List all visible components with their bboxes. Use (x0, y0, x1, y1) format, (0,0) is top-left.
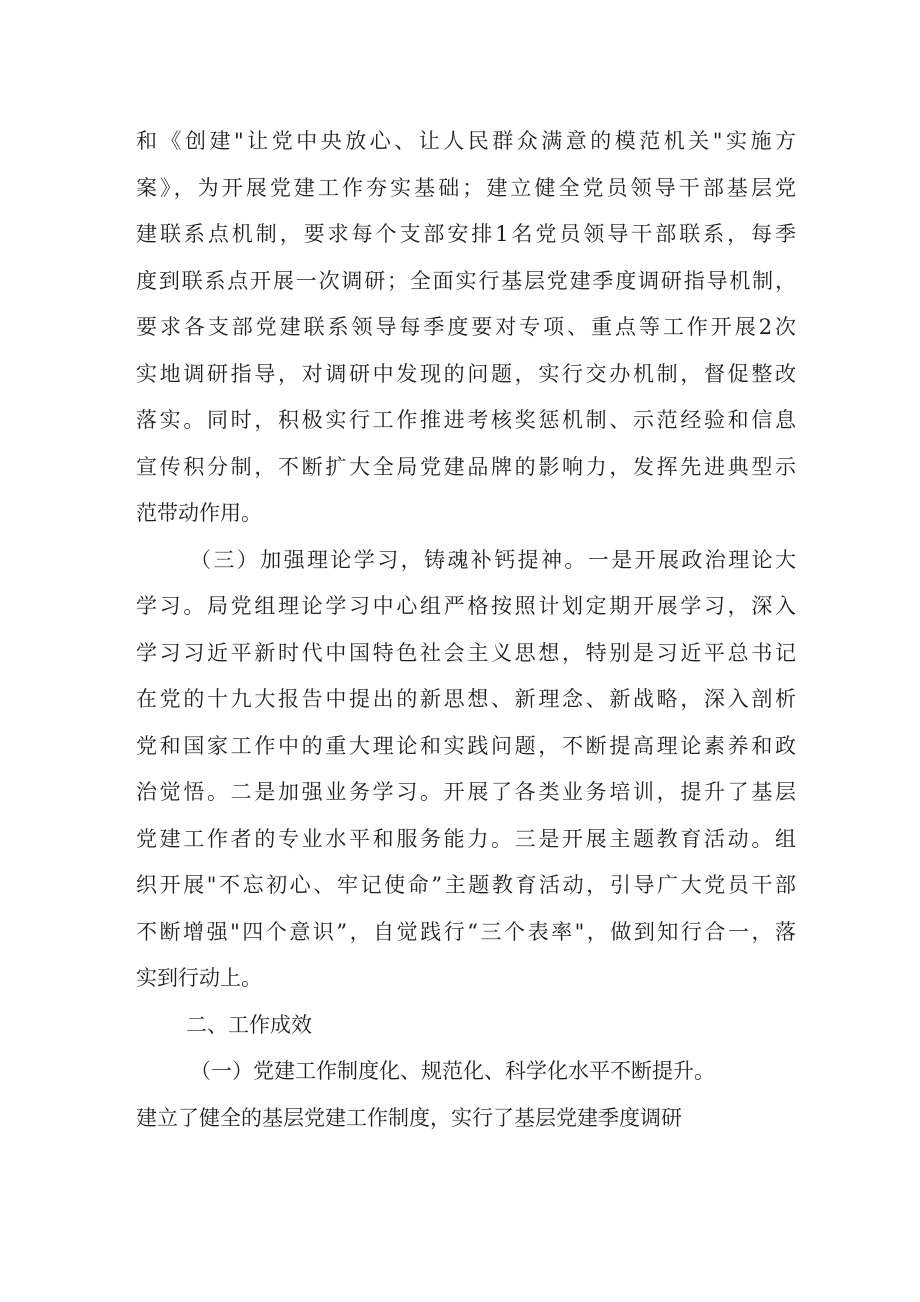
paragraph-line: 不断增强"四个意识”，自觉践行“三个表率"，做到知行合一，落 (136, 919, 796, 944)
paragraph-line: 案》，为开展党建工作夯实基础；建立健全党员领导干部基层党 (136, 175, 796, 200)
paragraph-line: 党和国家工作中的重大理论和实践问题，不断提高理论素养和政 (136, 733, 796, 758)
section-heading: 二、工作成效 (186, 1012, 312, 1037)
paragraph-line: 实到行动上。 (136, 966, 262, 990)
paragraph-line: 织开展"不忘初心、牢记使命”主题教育活动，引导广大党员干部 (136, 873, 796, 897)
paragraph-line: 治觉悟。二是加强业务学习。开展了各类业务培训，提升了基层 (136, 780, 796, 804)
paragraph-line: 范带动作用。 (136, 501, 262, 525)
paragraph-line: （三）加强理论学习，铸魂补钙提神。一是开展政治理论大 (190, 547, 796, 572)
paragraph-line: 建立了健全的基层党建工作制度，实行了基层党建季度调研 (136, 1105, 682, 1130)
paragraph-line: 和《创建"让党中央放心、让人民群众满意的模范机关"实施方 (136, 129, 796, 153)
paragraph-line: 要求各支部党建联系领导每季度要对专项、重点等工作开展2次 (136, 315, 796, 339)
document-body (136, 118, 796, 1141)
paragraph-line: 学习。局党组理论学习中心组严格按照计划定期开展学习，深入 (136, 594, 796, 618)
paragraph-line: 党建工作者的专业水平和服务能力。三是开展主题教育活动。组 (136, 826, 796, 851)
paragraph-line: 学习习近平新时代中国特色社会主义思想，特别是习近平总书记 (136, 640, 796, 665)
paragraph-line: 实地调研指导，对调研中发现的问题，实行交办机制，督促整改 (136, 361, 796, 386)
paragraph-line: 度到联系点开展一次调研；全面实行基层党建季度调研指导机制， (136, 268, 796, 293)
paragraph-line: 在党的十九大报告中提出的新思想、新理念、新战略，深入剖析 (136, 687, 796, 711)
paragraph-line: 宣传积分制，不断扩大全局党建品牌的影响力，发挥先进典型示 (136, 454, 796, 479)
subsection-heading: （一）党建工作制度化、规范化、科学化水平不断提升。 (190, 1059, 715, 1083)
paragraph-line: 落实。同时，积极实行工作推进考核奖惩机制、示范经验和信息 (136, 408, 796, 432)
paragraph-line: 建联系点机制，要求每个支部安排1名党员领导干部联系，每季 (136, 222, 796, 246)
